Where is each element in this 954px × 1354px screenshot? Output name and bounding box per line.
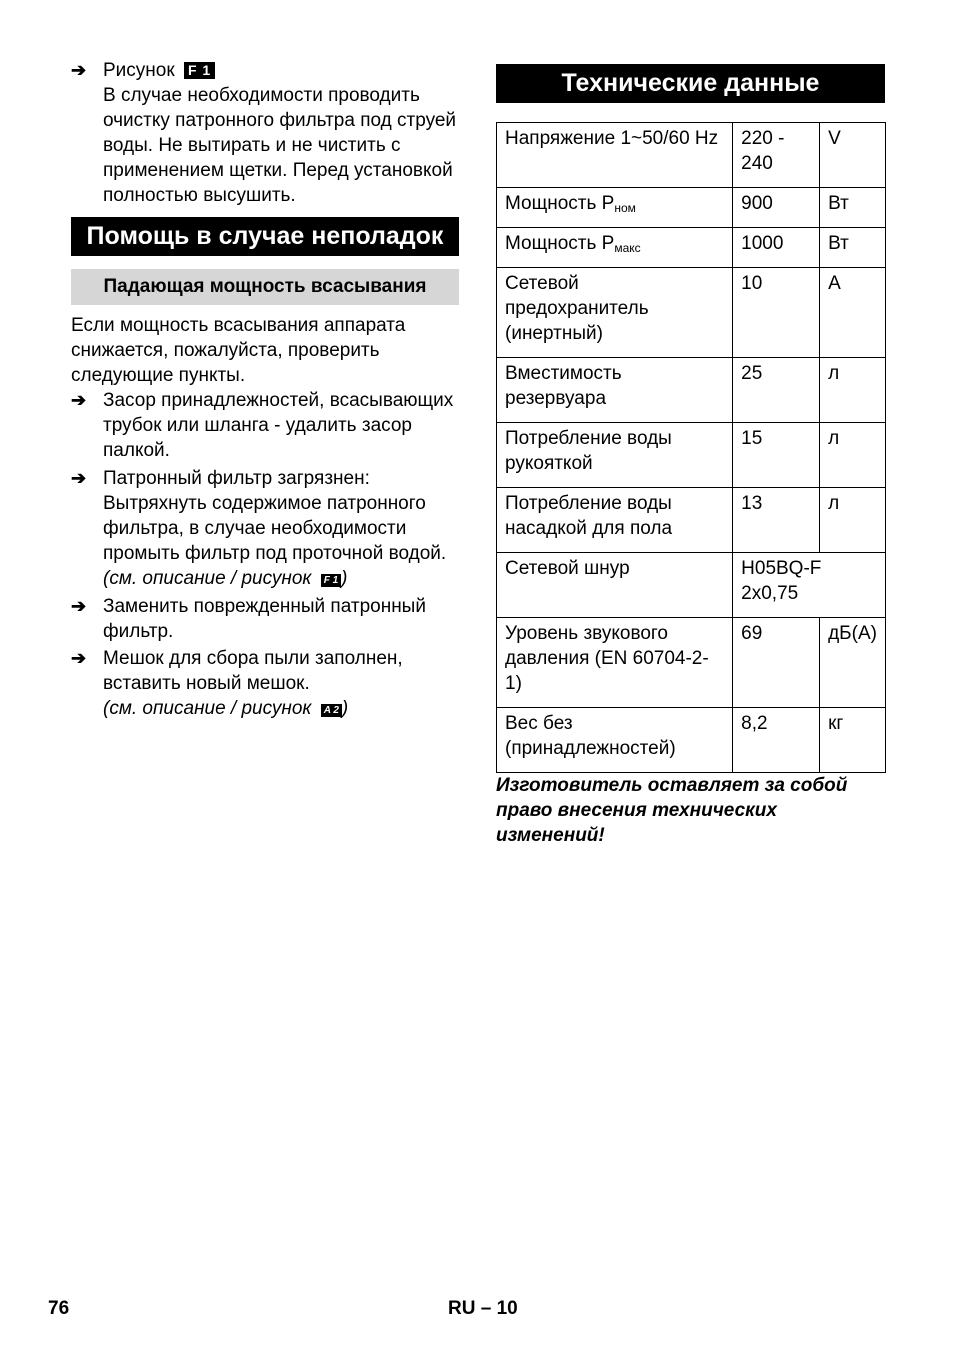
param-cell: Уровень звукового давления (EN 60704-2-1) [497, 618, 733, 708]
arrow-right-icon: ➔ [71, 596, 87, 616]
list-item: ➔ Заменить поврежденный патронный фильтр. [71, 596, 426, 642]
tech-data-title: Технические данные [496, 64, 885, 103]
param-cell: Мощность $P_{ном}$ [497, 188, 733, 228]
figure-badge: F 1 [321, 574, 341, 587]
table-row [497, 708, 886, 773]
unit-cell: Вт [820, 188, 886, 228]
table-row [497, 228, 886, 268]
value-cell: 69 [733, 618, 820, 708]
figure-badge: A 2 [321, 704, 342, 717]
param-cell: Потребление воды насадкой для пола [497, 488, 733, 553]
value-cell: 10 [733, 268, 820, 358]
unit-cell: V [820, 123, 886, 188]
table-row [497, 123, 886, 188]
unit-cell: A [820, 268, 886, 358]
manufacturer-note: Изготовитель оставляет за собой право внесения технических изменений! [496, 775, 848, 846]
arrow-right-icon: ➔ [71, 468, 87, 488]
param-cell: Напряжение 1~50/60 Hz [497, 123, 733, 188]
list-item: ➔ Засор принадлежностей, всасывающих трубок или шланга - удалить засор палкой. [71, 390, 454, 461]
subsection-title: Падающая мощность всасывания [71, 269, 459, 305]
table-row [497, 188, 886, 228]
table-row [497, 488, 886, 553]
param-cell: Потребление воды рукояткой [497, 423, 733, 488]
value-cell: 25 [733, 358, 820, 423]
value-cell: H05BQ-F 2x0,75 [733, 553, 886, 618]
right-column [496, 64, 885, 848]
param-cell: Сетевой предохранитель (инертный) [497, 268, 733, 358]
arrow-right-icon: ➔ [71, 390, 87, 410]
param-cell: Вес без (принадлежностей) [497, 708, 733, 773]
param-cell: Сетевой шнур [497, 553, 733, 618]
arrow-right-icon: ➔ [71, 648, 87, 668]
figure-ref-bullet [71, 58, 459, 83]
list-item-detail: Вытряхнуть содержимое патронного фильтра, в случае необходимости промыть фильтр под проточной водой. [103, 493, 447, 564]
value-cell: 15 [733, 423, 820, 488]
list-item: ➔ Патронный фильтр загрязнен: [71, 468, 370, 489]
figure-label: Рисунок [103, 60, 175, 81]
unit-cell: л [820, 488, 886, 553]
value-cell: 8,2 [733, 708, 820, 773]
table-row [497, 268, 886, 358]
list-item: ➔ Мешок для сбора пыли заполнен, вставить новый мешок. [71, 648, 403, 694]
cleaning-instructions: В случае необходимости проводить очистку патронного фильтра под струей воды. Не вытирать и не чистить с применением щетки. Перед установкой полностью высушить. [103, 85, 457, 206]
value-cell: 900 [733, 188, 820, 228]
param-cell: Мощность $P_{макс}$ [497, 228, 733, 268]
value-cell: 220 - 240 [733, 123, 820, 188]
value-cell: 13 [733, 488, 820, 553]
page-number: 76 [48, 1298, 70, 1319]
arrow-right-icon: ➔ [71, 60, 87, 80]
figure-badge: F 1 [184, 62, 215, 79]
left-column [71, 58, 459, 721]
figure-reference: (см. описание / рисунок A 2 ) [103, 698, 349, 719]
param-cell: Вместимость резервуара [497, 358, 733, 423]
table-row [497, 423, 886, 488]
unit-cell: Вт [820, 228, 886, 268]
table-row [497, 553, 886, 618]
unit-cell: дБ(А) [820, 618, 886, 708]
lead-text: Если мощность всасывания аппарата снижается, пожалуйста, проверить следующие пункты. [71, 315, 406, 386]
value-cell: 1000 [733, 228, 820, 268]
unit-cell: л [820, 358, 886, 423]
tech-data-table [496, 122, 886, 773]
unit-cell: кг [820, 708, 886, 773]
figure-reference: (см. описание / рисунок F 1 ) [103, 568, 348, 589]
section-code: RU – 10 [448, 1298, 518, 1319]
table-row [497, 618, 886, 708]
unit-cell: л [820, 423, 886, 488]
table-row [497, 358, 886, 423]
section-title: Помощь в случае неполадок [71, 217, 459, 256]
